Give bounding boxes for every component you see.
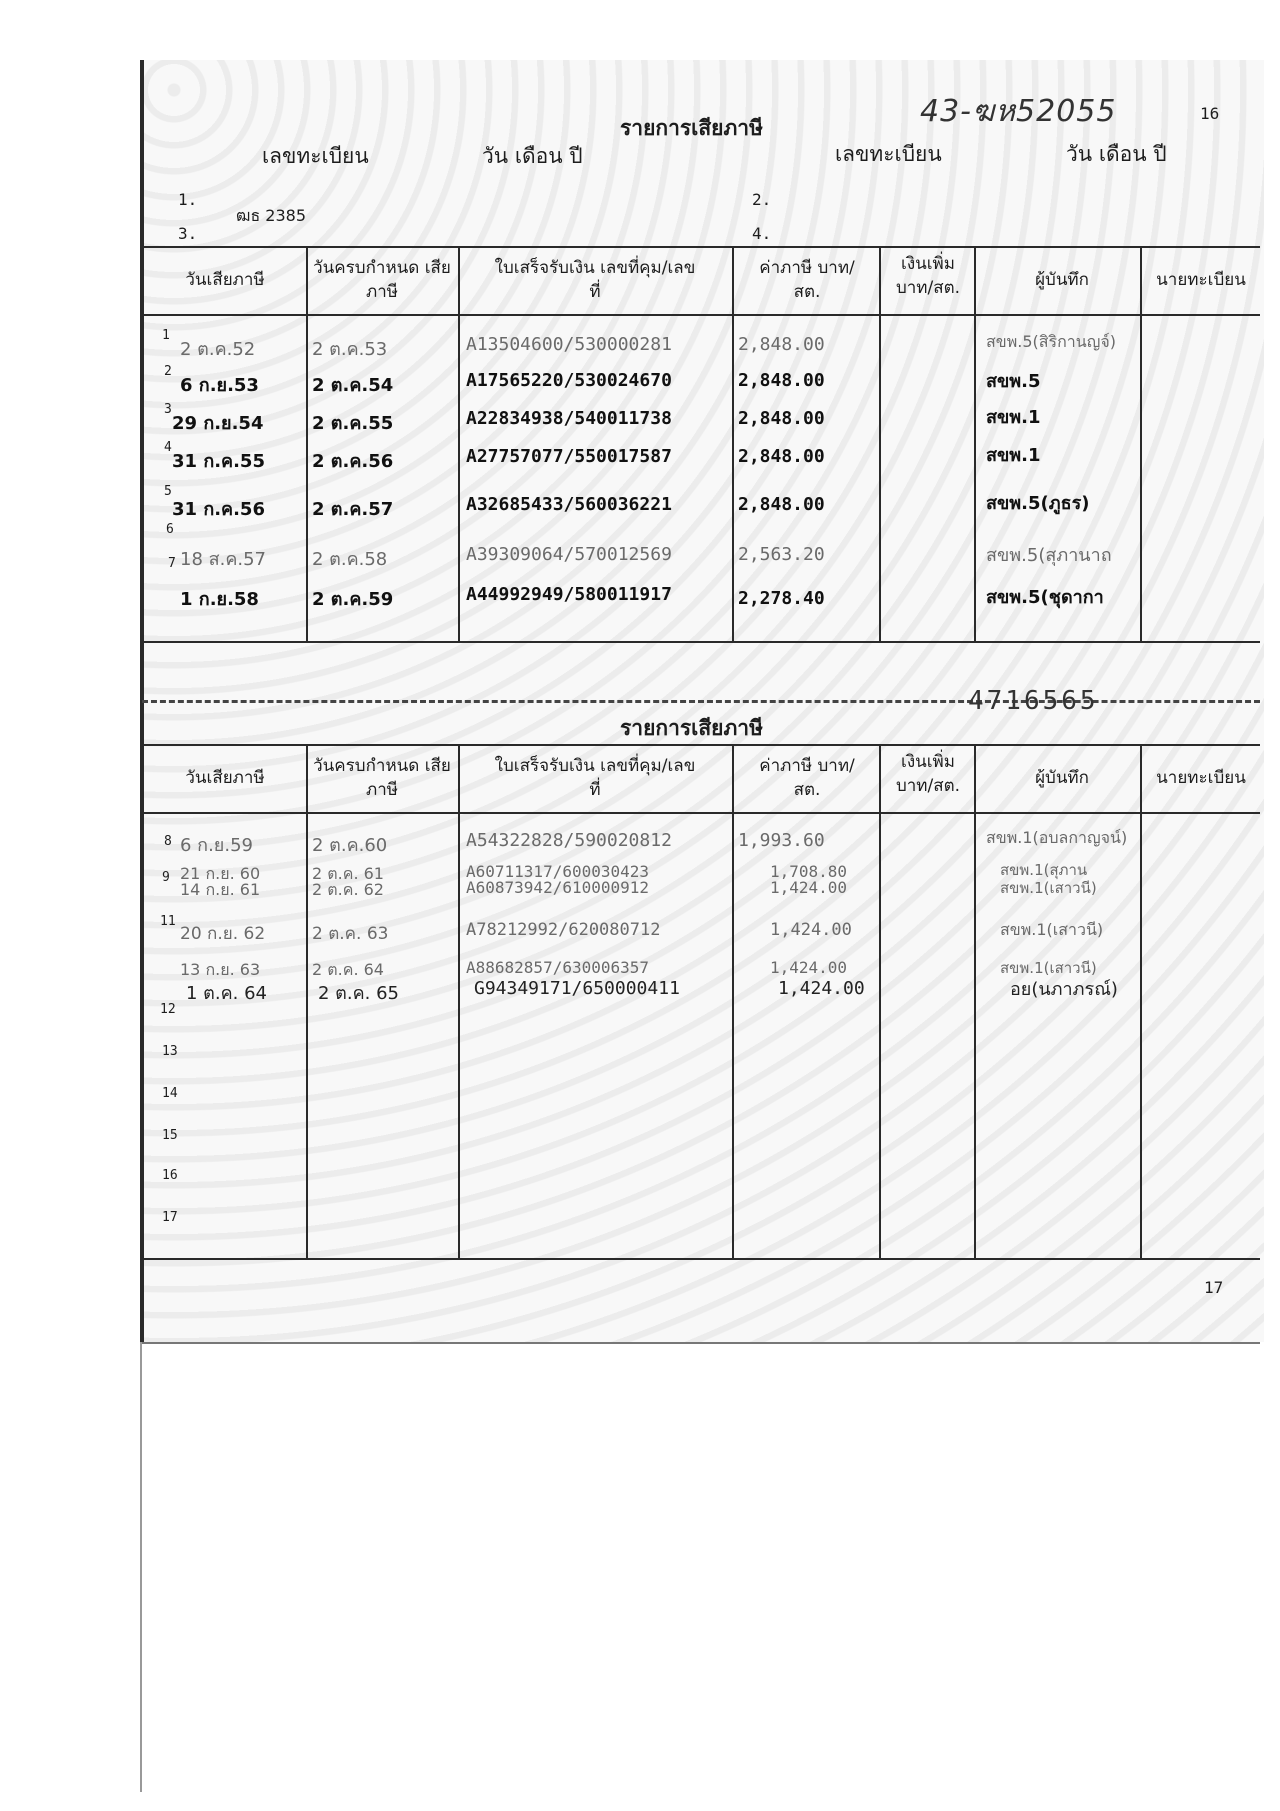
recorder-cell: สขพ.1(สุภาน [1000, 861, 1088, 879]
slot-4-number: 4. [752, 224, 772, 243]
due-date-cell: 2 ต.ค.59 [312, 589, 394, 610]
row-index: 11 [160, 914, 176, 929]
receipt-cell: A32685433/560036221 [466, 494, 672, 515]
table1-col-divider [458, 246, 460, 641]
reg-header-left: เลขทะเบียน [262, 144, 369, 168]
date-header-right: วัน เดือน ปี [1066, 142, 1167, 166]
table2-bottom-rule [142, 1258, 1260, 1260]
due-date-cell: 2 ต.ค.55 [312, 413, 394, 434]
due-date-cell: 2 ต.ค. 64 [312, 960, 384, 979]
receipt-cell: A13504600/530000281 [466, 334, 672, 355]
col-extra: เงินเพิ่ม บาท/สต. [895, 254, 961, 298]
tax-date-cell: 14 ก.ย. 61 [180, 880, 261, 899]
stamp-number: 4716565 [968, 686, 1099, 716]
tax-date-cell: 18 ส.ค.57 [180, 549, 267, 570]
tax-date-cell: 29 ก.ย.54 [172, 413, 264, 434]
due-date-cell: 2 ต.ค. 62 [312, 880, 384, 899]
section2-title: รายการเสียภาษี [620, 715, 763, 740]
due-date-cell: 2 ต.ค.54 [312, 375, 394, 396]
recorder-cell: สขพ.5(สุภานาถ [986, 545, 1112, 566]
recorder-cell: สขพ.1(เสาวนี) [1000, 879, 1097, 897]
table1-col-divider [1140, 246, 1142, 641]
tax-cell: 2,848.00 [738, 334, 825, 355]
table1-bottom-rule [142, 641, 1260, 643]
scan-left-edge [140, 1342, 142, 1792]
col-receipt: ใบเสร็จรับเงิน เลขที่คุม/เลขที่ [494, 258, 696, 302]
recorder-cell: สขพ.5 [986, 371, 1041, 392]
slot-2-number: 2. [752, 190, 772, 209]
page-number-top: 16 [1200, 104, 1220, 123]
tax-cell: 2,278.40 [738, 588, 825, 609]
tax-cell: 2,848.00 [738, 408, 825, 429]
receipt-cell: A54322828/590020812 [466, 830, 672, 851]
tax-cell: 1,708.80 [770, 862, 848, 881]
tax-cell: 2,848.00 [738, 494, 825, 515]
col-due-date: วันครบกำหนด เสียภาษี [313, 258, 451, 302]
col-due-date: วันครบกำหนด เสียภาษี [313, 756, 451, 800]
tax-date-cell: 1 ก.ย.58 [180, 589, 259, 610]
receipt-cell: A17565220/530024670 [466, 370, 672, 391]
table2-col-divider [458, 744, 460, 1258]
table1-col-divider [974, 246, 976, 641]
recorder-cell: สขพ.5(สิริกานญจ์) [986, 332, 1116, 351]
due-date-cell: 2 ต.ค.53 [312, 339, 388, 360]
col-receipt: ใบเสร็จรับเงิน เลขที่คุม/เลขที่ [494, 756, 696, 800]
table2-header-rule [142, 812, 1260, 814]
receipt-cell: A60711317/600030423 [466, 862, 650, 881]
receipt-cell: A88682857/630006357 [466, 958, 650, 977]
table1-col-divider [732, 246, 734, 641]
due-date-cell: 2 ต.ค.58 [312, 549, 388, 570]
due-date-cell: 2 ต.ค.56 [312, 451, 394, 472]
tax-cell: 2,563.20 [738, 544, 825, 565]
table1-col-divider [879, 246, 881, 641]
receipt-cell: A22834938/540011738 [466, 408, 672, 429]
empty-row-number: 14 [162, 1086, 178, 1101]
row-index: 3 [164, 402, 172, 417]
empty-row-number: 12 [160, 1002, 176, 1017]
recorder-cell: สขพ.1(อบลกาญจน์) [986, 828, 1128, 847]
empty-row-number: 13 [162, 1044, 178, 1059]
tax-cell: 2,848.00 [738, 446, 825, 467]
table1-col-divider [306, 246, 308, 641]
table1-top-rule [142, 246, 1260, 248]
col-recorder: ผู้บันทึก [1035, 768, 1089, 788]
table1-header-rule [142, 314, 1260, 316]
receipt-cell: A78212992/620080712 [466, 920, 661, 940]
col-tax-date: วันเสียภาษี [185, 768, 265, 788]
col-registrar: นายทะเบียน [1156, 270, 1246, 290]
slot-1-value: ฒธ 2385 [236, 206, 307, 225]
handwritten-reference: 43-ฆห52055 [920, 94, 1117, 129]
section1-title: รายการเสียภาษี [620, 115, 763, 140]
tax-date-cell: 1 ต.ค. 64 [186, 983, 267, 1004]
tax-cell: 2,848.00 [738, 370, 825, 391]
recorder-cell: สขพ.5(ชุดากา [986, 587, 1104, 608]
receipt-cell: A27757077/550017587 [466, 446, 672, 467]
tax-cell: 1,993.60 [738, 830, 825, 851]
row-index: 2 [164, 364, 172, 379]
recorder-cell: อย(นภาภรณ์) [1010, 979, 1118, 1000]
receipt-cell: A39309064/570012569 [466, 544, 672, 565]
empty-row-number: 15 [162, 1128, 178, 1143]
tax-date-cell: 2 ต.ค.52 [180, 339, 256, 360]
receipt-cell: A60873942/610000912 [466, 878, 650, 897]
tax-cell: 1,424.00 [770, 878, 848, 897]
table2-col-divider [974, 744, 976, 1258]
table2-col-divider [1140, 744, 1142, 1258]
col-tax: ค่าภาษี บาท/สต. [759, 756, 855, 800]
table2-top-rule [142, 744, 1260, 746]
recorder-cell: สขพ.1 [986, 445, 1041, 466]
tax-date-cell: 6 ก.ย.59 [180, 835, 253, 856]
table2-col-divider [306, 744, 308, 1258]
recorder-cell: สขพ.1(เสาวนี) [1000, 959, 1097, 977]
row-index: 1 [162, 328, 170, 343]
page-number-bottom: 17 [1204, 1278, 1224, 1297]
date-header-left: วัน เดือน ปี [482, 144, 583, 168]
tax-cell: 1,424.00 [770, 958, 848, 977]
col-tax-date: วันเสียภาษี [185, 270, 265, 290]
row-index: 6 [166, 522, 174, 537]
col-recorder: ผู้บันทึก [1035, 270, 1089, 290]
tax-date-cell: 6 ก.ย.53 [180, 375, 259, 396]
slot-1-number: 1. [178, 190, 198, 209]
row-index: 4 [164, 440, 172, 455]
due-date-cell: 2 ต.ค.60 [312, 835, 388, 856]
row-index: 8 [164, 834, 172, 849]
receipt-cell: A44992949/580011917 [466, 584, 672, 605]
table2-col-divider [732, 744, 734, 1258]
row-index: 9 [162, 870, 170, 885]
row-index: 7 [168, 556, 176, 571]
due-date-cell: 2 ต.ค. 65 [318, 983, 399, 1004]
empty-row-number: 16 [162, 1168, 178, 1183]
recorder-cell: สขพ.1(เสาวนี) [1000, 920, 1104, 939]
tax-date-cell: 31 ก.ค.56 [172, 499, 265, 520]
receipt-cell: G94349171/650000411 [474, 978, 680, 999]
empty-row-number: 17 [162, 1210, 178, 1225]
tax-cell: 1,424.00 [770, 920, 852, 940]
row-index: 5 [164, 484, 172, 499]
tax-date-cell: 13 ก.ย. 63 [180, 960, 261, 979]
slot-3-number: 3. [178, 224, 198, 243]
due-date-cell: 2 ต.ค.57 [312, 499, 394, 520]
sheet-bottom-edge [140, 1342, 1260, 1344]
tax-date-cell: 20 ก.ย. 62 [180, 924, 266, 944]
col-tax: ค่าภาษี บาท/สต. [759, 258, 855, 302]
col-registrar: นายทะเบียน [1156, 768, 1246, 788]
due-date-cell: 2 ต.ค. 63 [312, 924, 389, 944]
col-extra: เงินเพิ่ม บาท/สต. [895, 752, 961, 796]
recorder-cell: สขพ.5(ภูธร) [986, 493, 1090, 514]
due-date-cell: 2 ต.ค. 61 [312, 864, 384, 883]
tax-date-cell: 31 ก.ค.55 [172, 451, 265, 472]
tax-cell: 1,424.00 [778, 978, 865, 999]
tax-date-cell: 21 ก.ย. 60 [180, 864, 261, 883]
table2-col-divider [879, 744, 881, 1258]
recorder-cell: สขพ.1 [986, 407, 1041, 428]
reg-header-right: เลขทะเบียน [835, 142, 942, 166]
